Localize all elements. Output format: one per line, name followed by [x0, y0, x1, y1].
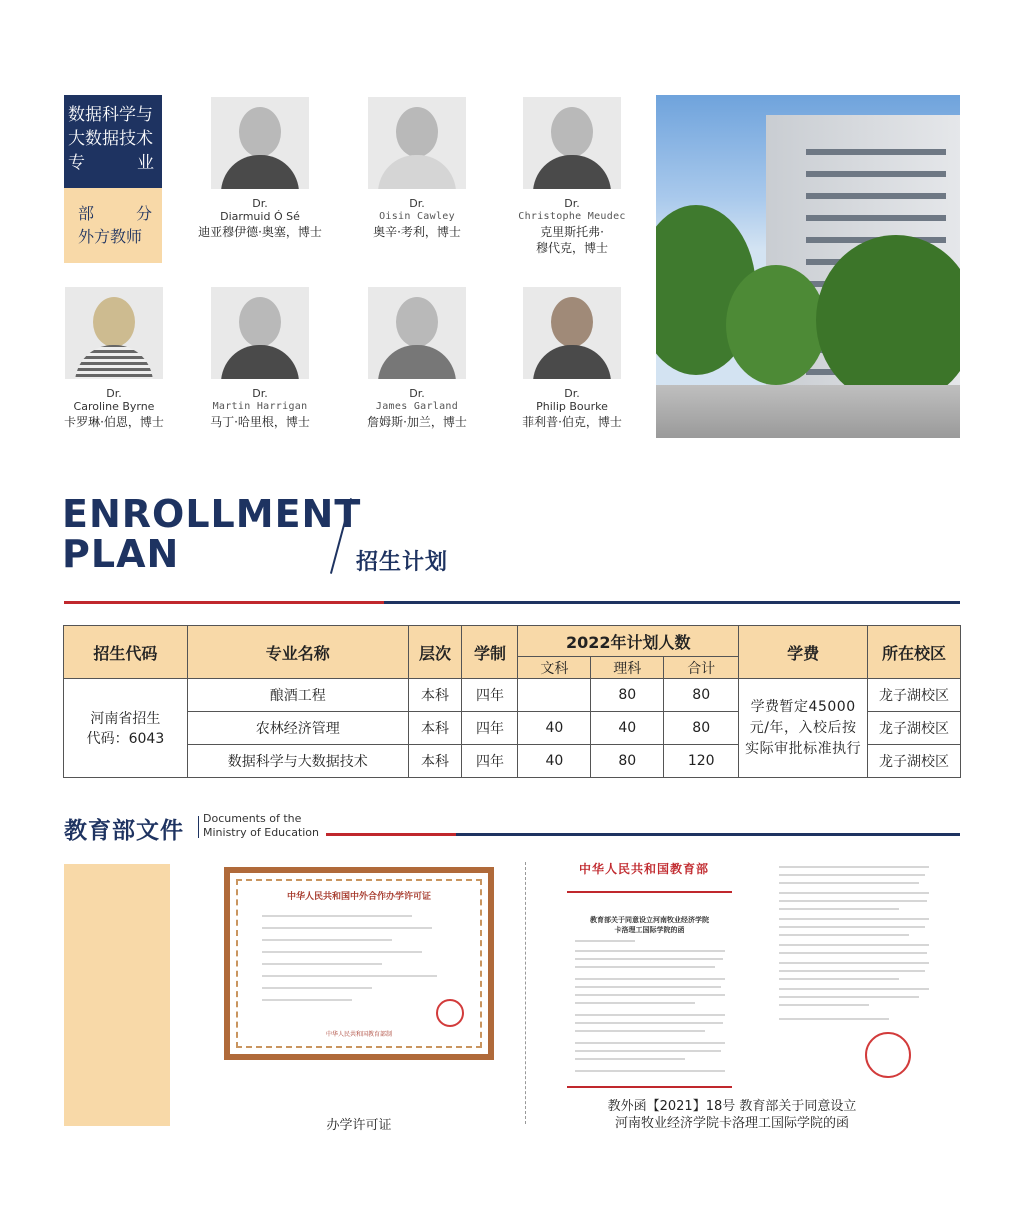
major-cell: 酿酒工程 — [187, 679, 408, 712]
moe-title-zh: 教育部文件 — [64, 818, 184, 844]
teacher-name-zh: 詹姆斯·加兰，博士 — [367, 415, 467, 429]
campus-cell: 龙子湖校区 — [868, 679, 961, 712]
arts-cell: 40 — [518, 712, 591, 745]
section-rule — [64, 601, 960, 604]
teacher-name-en: Martin Harrigan — [212, 401, 308, 412]
teacher-card — [502, 97, 642, 256]
teacher-card — [347, 97, 487, 240]
arts-cell: 40 — [518, 745, 591, 778]
table-row — [64, 679, 961, 712]
teacher-name-en: Caroline Byrne — [73, 400, 155, 413]
moe-title-en-line2: Ministry of Education — [203, 826, 320, 839]
teacher-name-zh: 奥辛·考利，博士 — [373, 225, 461, 239]
campus-photo — [656, 95, 960, 438]
teacher-title: Dr. — [106, 387, 122, 400]
enrollment-title-en — [62, 494, 361, 574]
letter-title-line1: 教育部关于同意设立河南牧业经济学院 — [590, 916, 709, 924]
major-cell: 农林经济管理 — [187, 712, 408, 745]
duration-cell: 四年 — [462, 679, 518, 712]
level-cell: 本科 — [408, 712, 462, 745]
teacher-photo — [368, 97, 466, 189]
fee-line3: 实际审批标准执行 — [745, 740, 862, 757]
code-line2: 代码：6043 — [86, 731, 165, 747]
certificate-caption: 办学许可证 — [326, 1118, 392, 1133]
teacher-name-zh: 克里斯托弗· — [540, 225, 604, 239]
header-code: 招生代码 — [64, 626, 188, 679]
decorative-block — [64, 864, 170, 1126]
total-cell: 80 — [664, 712, 739, 745]
certificate-title: 中华人民共和国中外合作办学许可证 — [286, 892, 431, 902]
code-line1: 河南省招生 — [90, 711, 161, 727]
approval-letter-page1 — [567, 856, 732, 1088]
moe-title-en-line1: Documents of the — [203, 812, 302, 825]
level-cell: 本科 — [408, 745, 462, 778]
teacher-title: Dr. — [409, 197, 425, 210]
major-tag — [64, 95, 162, 188]
teacher-photo — [523, 287, 621, 379]
header-level: 层次 — [408, 626, 462, 679]
enrollment-code-cell — [64, 679, 188, 778]
campus-cell: 龙子湖校区 — [868, 745, 961, 778]
fee-cell — [739, 679, 868, 778]
teacher-title: Dr. — [409, 387, 425, 400]
teacher-photo — [65, 287, 163, 379]
seal-icon — [865, 1032, 911, 1078]
enrollment-title-en-line1: ENROLLMENT — [62, 492, 362, 536]
teacher-title: Dr. — [252, 197, 268, 210]
arts-cell — [518, 679, 591, 712]
moe-rule — [326, 833, 960, 836]
license-certificate — [224, 867, 494, 1060]
letter-caption — [600, 1098, 864, 1132]
letter-title — [567, 915, 732, 935]
teacher-name-zh: 菲利普·伯克，博士 — [522, 415, 622, 429]
teacher-tag — [64, 188, 162, 263]
major-tag-line3a: 专 — [68, 153, 85, 173]
teacher-photo — [368, 287, 466, 379]
teacher-photo — [211, 97, 309, 189]
header-campus: 所在校区 — [868, 626, 961, 679]
major-cell: 数据科学与大数据技术 — [187, 745, 408, 778]
teacher-photo — [523, 97, 621, 189]
campus-cell: 龙子湖校区 — [868, 712, 961, 745]
header-arts: 文科 — [518, 657, 591, 679]
total-cell: 80 — [664, 679, 739, 712]
teacher-name-zh-line2: 穆代克，博士 — [535, 241, 608, 255]
fee-line2: 元/年，入校后按 — [749, 719, 857, 736]
major-tag-line2: 大数据技术 — [68, 129, 153, 149]
enrollment-title-zh: 招生计划 — [356, 550, 449, 575]
teacher-name-en: Philip Bourke — [536, 400, 608, 413]
duration-cell: 四年 — [462, 712, 518, 745]
teacher-card — [190, 97, 330, 240]
teacher-title: Dr. — [252, 387, 268, 400]
teacher-name-en: James Garland — [375, 401, 459, 412]
header-major: 专业名称 — [187, 626, 408, 679]
moe-title-en — [203, 812, 319, 840]
letter-title-line2: 卡洛理工国际学院的函 — [614, 926, 685, 934]
teacher-photo — [211, 287, 309, 379]
header-duration: 学制 — [462, 626, 518, 679]
approval-letter-page2 — [773, 862, 933, 1082]
teacher-title: Dr. — [564, 197, 580, 210]
science-cell: 40 — [591, 712, 664, 745]
road — [656, 385, 960, 438]
teacher-title: Dr. — [564, 387, 580, 400]
tree — [726, 265, 826, 385]
teacher-tag-line1a: 部 — [78, 204, 95, 223]
major-tag-line3b: 业 — [137, 153, 154, 173]
letter-caption-line2: 河南牧业经济学院卡洛理工国际学院的函 — [614, 1116, 849, 1131]
teacher-card — [347, 287, 487, 430]
teacher-name-en: Christophe Meudec — [518, 211, 626, 222]
seal-icon — [436, 999, 464, 1027]
science-cell: 80 — [591, 679, 664, 712]
header-fee: 学费 — [739, 626, 868, 679]
teacher-card — [502, 287, 642, 430]
teacher-name-zh: 马丁·哈里根，博士 — [210, 415, 310, 429]
moe-divider — [198, 816, 199, 838]
teacher-card — [190, 287, 330, 430]
duration-cell: 四年 — [462, 745, 518, 778]
teacher-card — [44, 287, 184, 430]
teacher-tag-line2: 外方教师 — [78, 227, 143, 246]
science-cell: 80 — [591, 745, 664, 778]
header-total: 合计 — [664, 657, 739, 679]
level-cell: 本科 — [408, 679, 462, 712]
letter-head: 中华人民共和国教育部 — [579, 862, 710, 876]
enrollment-table — [63, 625, 961, 778]
teacher-name-zh: 迪亚穆伊德·奥塞，博士 — [198, 225, 322, 239]
fee-line1: 学费暂定45000 — [750, 698, 856, 715]
certificate-footer: 中华人民共和国教育部制 — [325, 1031, 392, 1038]
teacher-tag-line1b: 分 — [135, 204, 152, 223]
enrollment-title-en-line2: PLAN — [62, 532, 180, 576]
dashed-divider — [525, 862, 526, 1124]
teacher-name-en: Oisin Cawley — [379, 211, 455, 222]
teacher-name-en: Diarmuid Ó Sé — [220, 210, 300, 223]
header-plan: 2022年计划人数 — [518, 626, 739, 657]
header-science: 理科 — [591, 657, 664, 679]
letter-caption-line1: 教外函【2021】18号 教育部关于同意设立 — [607, 1099, 857, 1114]
teacher-name-zh: 卡罗琳·伯恩，博士 — [64, 415, 164, 429]
major-tag-line1: 数据科学与 — [68, 105, 153, 125]
total-cell: 120 — [664, 745, 739, 778]
